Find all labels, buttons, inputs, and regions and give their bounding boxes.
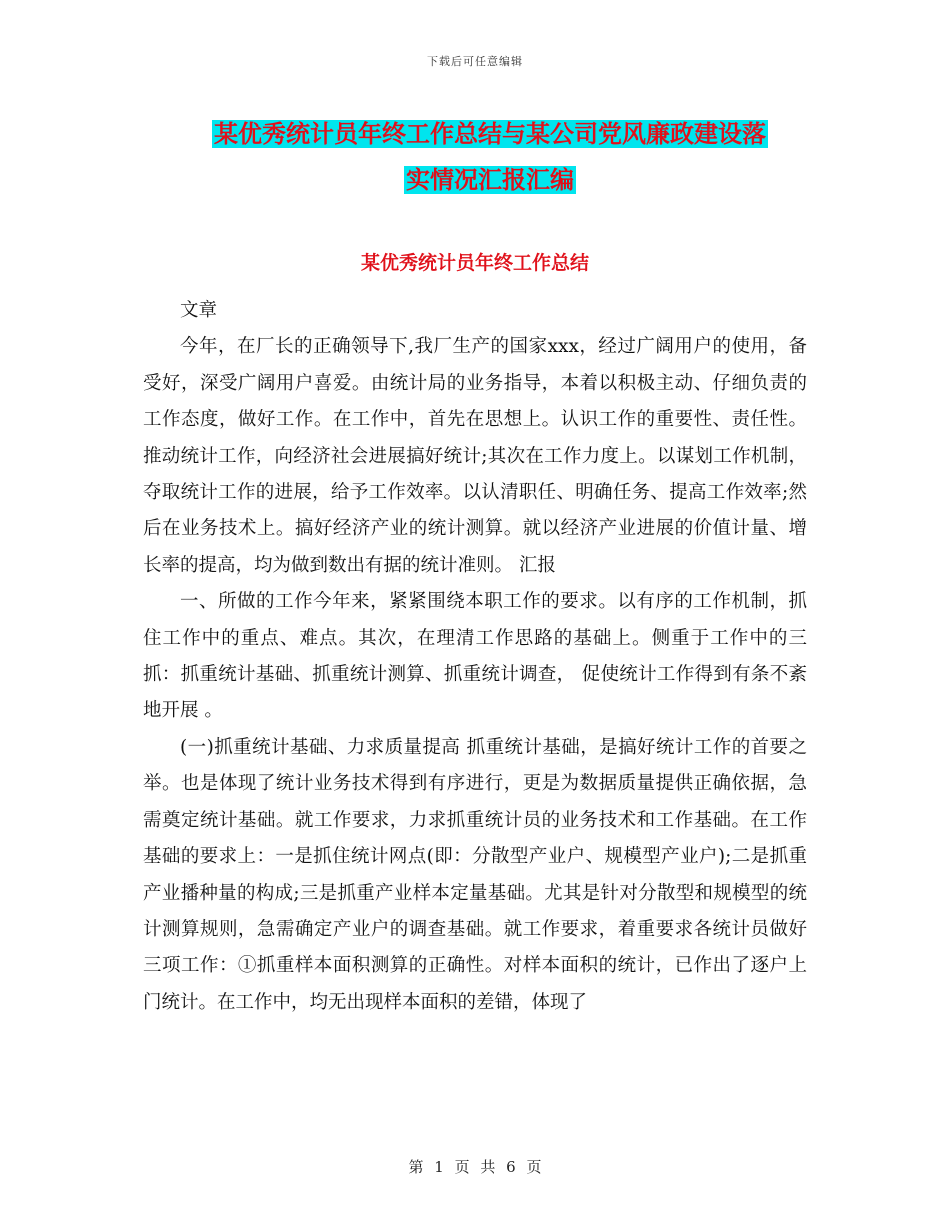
document-title-line-1-text: 某优秀统计员年终工作总结与某公司党风廉政建设落 bbox=[214, 120, 766, 148]
page-header-note: 下载后可任意编辑 bbox=[427, 55, 523, 68]
document-title bbox=[140, 111, 840, 203]
paragraph-2: 今年，在厂长的正确领导下,我厂生产的国家xxx，经过广阔用户的使用，备受好，深受广阔用户喜爱。由统计局的业务指导，本着以积极主动、仔细负责的工作态度，做好工作。在工作中，首先在思想上。认识工作的重要性、责任性。推动统计工作，向经济社会进展搞好统计;其次在工作力度上。以谋划工作机制，夺取统计工作的进展，给予工作效率。以认清职任、明确任务、提高工作效率;然后在业务技术上。搞好经济产业的统计测算。就以经济产业进展的价值计量、增长率的提高，均为做到数出有据的统计准则。 汇报 bbox=[143, 336, 807, 576]
document-title-line-2 bbox=[140, 157, 840, 203]
paragraph-3: 一、所做的工作今年来，紧紧围绕本职工作的要求。以有序的工作机制，抓住工作中的重点、难点。其次，在理清工作思路的基础上。侧重于工作中的三抓：抓重统计基础、抓重统计测算、抓重统计调查， 促使统计工作得到有条不紊地开展 。 bbox=[143, 591, 807, 722]
document-title-line-1 bbox=[140, 111, 840, 157]
section-title: 某优秀统计员年终工作总结 bbox=[360, 252, 589, 274]
paragraph-4: (一)抓重统计基础、力求质量提高 抓重统计基础，是搞好统计工作的首要之举。也是体现了统计业务技术得到有序进行，更是为数据质量提供正确依据，急需奠定统计基础。就工作要求，力求抓重统计员的业务技术和工作基础。在工作基础的要求上：一是抓住统计网点(即：分散型产业户、规模型产业户);二是抓重产业播种量的构成;三是抓重产业样本定量基础。尤其是针对分散型和规模型的统计测算规则，急需确定产业户的调查基础。就工作要求，着重要求各统计员做好三项工作：①抓重样本面积测算的正确性。对样本面积的统计，已作出了逐户上门统计。在工作中，均无出现样本面积的差错，体现了 bbox=[143, 736, 807, 1013]
document-title-line-2-text: 实情况汇报汇编 bbox=[406, 166, 574, 194]
paragraph-1: 文章 bbox=[180, 300, 218, 321]
page-footer-number: 第 1 页 共 6 页 bbox=[408, 1158, 542, 1176]
body-text bbox=[143, 293, 807, 1021]
